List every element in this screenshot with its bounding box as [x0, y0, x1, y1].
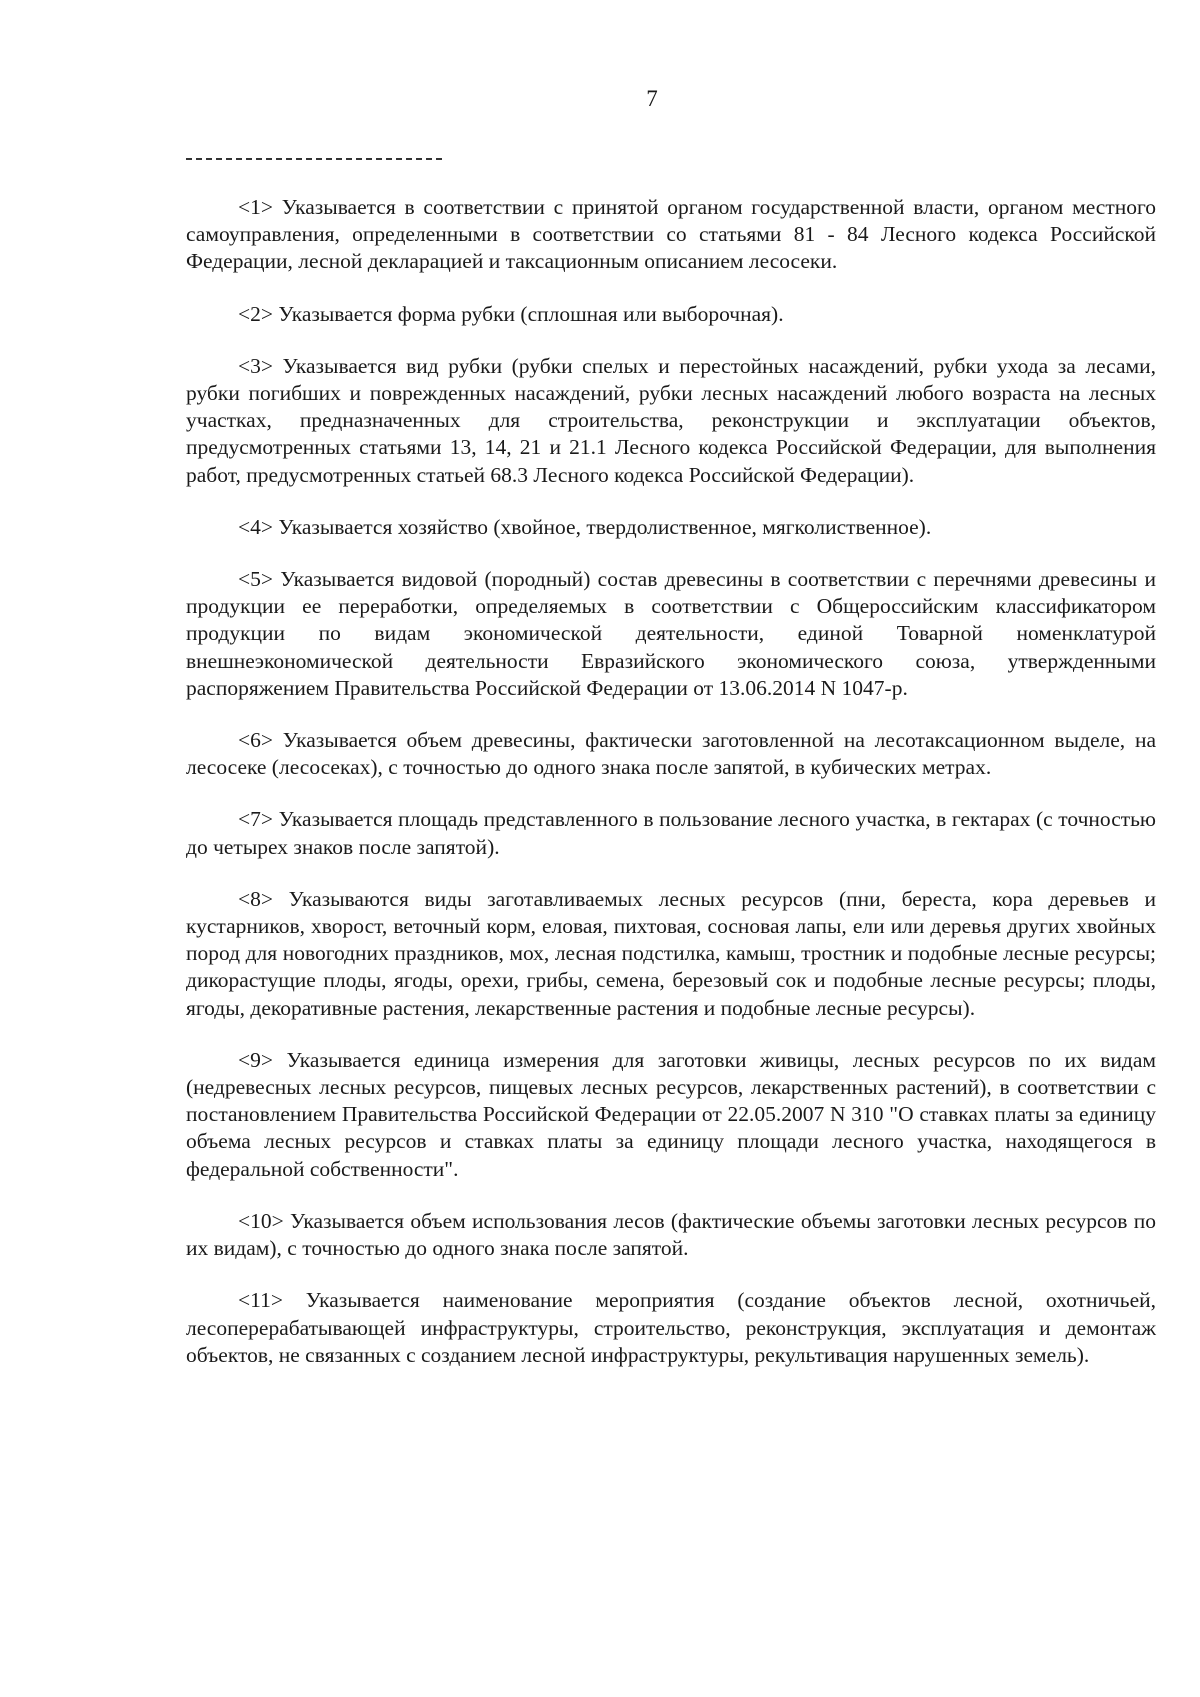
footnote-4: <4> Указывается хозяйство (хвойное, твердолиственное, мягколиственное). [238, 514, 932, 539]
footnote-2: <2> Указывается форма рубки (сплошная или выборочная). [238, 301, 784, 326]
footnotes-section [186, 194, 1156, 1394]
footnote-9: <9> Указывается единица измерения для заготовки живицы, лесных ресурсов по их видам (недревесных лесных ресурсов, пищевых лесных ресурсов, лекарственных растений), в соответствии с постановлением Правительства Российской Федерации от 22.05.2007 N 310 "О ставках платы за единицу объема лесных ресурсов и ставках платы за единицу площади лесного участка, находящегося в федеральной собственности". [186, 1047, 1156, 1181]
footnote-11: <11> Указывается наименование мероприятия (создание объектов лесной, охотничьей, лесоперерабатывающей инфраструктуры, строительство, реконструкция, эксплуатация и демонтаж объектов, не связанных с созданием лесной инфраструктуры, рекультивация нарушенных земель). [186, 1288, 1156, 1367]
footnote-7: <7> Указывается площадь представленного в пользование лесного участка, в гектарах (с точностью до четырех знаков после запятой). [186, 807, 1156, 859]
footnote-8: <8> Указываются виды заготавливаемых лесных ресурсов (пни, береста, кора деревьев и кустарников, хворост, веточный корм, еловая, пихтовая, сосновая лапы, ели или деревья других хвойных пород для новогодних праздников, мох, лесная подстилка, камыш, тростник и подобные лесные ресурсы; дикорастущие плоды, ягоды, орехи, грибы, семена, березовый сок и подобные лесные ресурсы; плоды, ягоды, декоративные растения, лекарственные растения и подобные лесные ресурсы). [186, 886, 1156, 1020]
footnote-separator [186, 158, 442, 160]
footnote-5: <5> Указывается видовой (породный) состав древесины в соответствии с перечнями древесины и продукции ее переработки, определяемых в соответствии с Общероссийским классификатором продукции по видам экономической деятельности, единой Товарной номенклатурой внешнеэкономической деятельности Евразийского экономического союза, утвержденными распоряжением Правительства Российской Федерации от 13.06.2014 N 1047-р. [186, 567, 1156, 700]
footnote-10: <10> Указывается объем использования лесов (фактические объемы заготовки лесных ресурсов по их видам), с точностью до одного знака после запятой. [186, 1208, 1156, 1261]
page-number: 7 [646, 86, 658, 111]
footnote-1: <1> Указывается в соответствии с принятой органом государственной власти, органом местного самоуправления, определенными в соответствии со статьями 81 - 84 Лесного кодекса Российской Федерации, лесной декларацией и таксационным описанием лесосеки. [186, 195, 1156, 274]
footnote-6: <6> Указывается объем древесины, фактически заготовленной на лесотаксационном выделе, на лесосеке (лесосеках), с точностью до одного знака после запятой, в кубических метрах. [186, 728, 1156, 780]
footnote-3: <3> Указывается вид рубки (рубки спелых и перестойных насаждений, рубки ухода за лесами, рубки погибших и поврежденных насаждений, рубки лесных насаждений любого возраста на лесных участках, предназначенных для строительства, реконструкции и эксплуатации объектов, предусмотренных статьями 13, 14, 21 и 21.1 Лесного кодекса Российской Федерации, для выполнения работ, предусмотренных статьей 68.3 Лесного кодекса Российской Федерации). [186, 353, 1156, 487]
